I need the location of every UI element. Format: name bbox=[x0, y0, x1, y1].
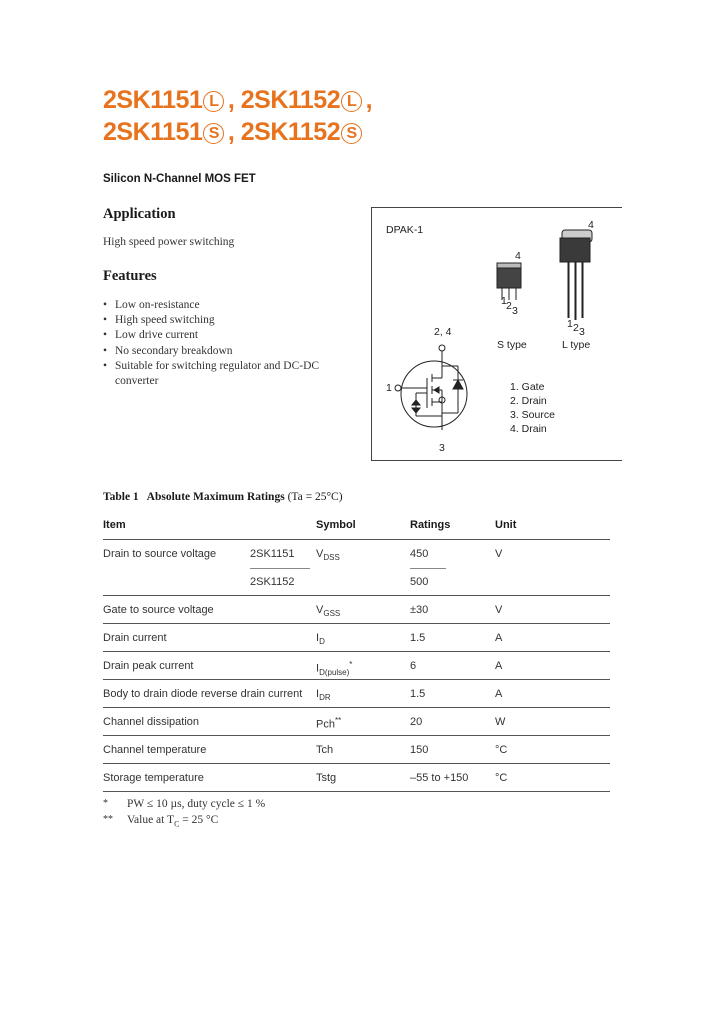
l-pin-label: 2 bbox=[573, 322, 579, 334]
vdss-rating: 450 bbox=[410, 548, 429, 560]
footnote-mark: * bbox=[103, 798, 108, 809]
s-pin-label: 3 bbox=[512, 305, 518, 317]
footnote bbox=[103, 814, 218, 828]
footnote-post: = 25 °C bbox=[179, 814, 219, 826]
table-rule bbox=[103, 623, 610, 624]
s-pin-label: 2 bbox=[506, 300, 512, 312]
symbol-main: I bbox=[316, 662, 320, 675]
footnote-text bbox=[127, 814, 219, 829]
feature-item: • Suitable for switching regulator and DC-DC converter bbox=[103, 359, 340, 389]
pin-legend-item: 3. Source bbox=[510, 409, 555, 421]
symbol-main: I bbox=[316, 688, 320, 700]
package-diagram bbox=[371, 207, 622, 461]
footnote-mark: ** bbox=[103, 814, 113, 825]
feature-item: • Low drive current bbox=[103, 328, 343, 343]
header-unit: Unit bbox=[495, 519, 517, 531]
row-rating: 6 bbox=[410, 660, 417, 672]
symbol-sub: DR bbox=[319, 693, 331, 703]
suffix-badge: L bbox=[203, 91, 224, 112]
table-rule bbox=[103, 595, 610, 596]
part-number: 2SK1152 bbox=[240, 86, 341, 114]
suffix-badge: S bbox=[203, 123, 224, 144]
footnote-sub: C bbox=[174, 819, 180, 829]
part-number: 2SK1152 bbox=[240, 118, 341, 146]
row-symbol bbox=[316, 632, 325, 646]
table-rule bbox=[103, 679, 610, 680]
l-pin-label: 1 bbox=[567, 318, 573, 330]
row-symbol bbox=[316, 716, 341, 731]
part-number: 2SK1151 bbox=[103, 86, 203, 114]
vdss-item: Drain to source voltage bbox=[103, 548, 217, 560]
row-unit: A bbox=[495, 632, 503, 644]
table-rule bbox=[103, 707, 610, 708]
symbol-main: I bbox=[316, 632, 320, 644]
table-rule bbox=[103, 539, 610, 540]
symbol-main: Tstg bbox=[316, 772, 337, 784]
vdss-rating: 500 bbox=[410, 576, 429, 588]
symbol-note: ** bbox=[334, 716, 342, 725]
footnote-pre: Value at T bbox=[127, 814, 175, 826]
row-item: Channel dissipation bbox=[103, 716, 200, 728]
l-pin-label: 3 bbox=[579, 326, 585, 338]
feature-item: • No secondary breakdown bbox=[103, 344, 343, 359]
header-ratings: Ratings bbox=[410, 519, 451, 531]
l-type-package-icon bbox=[560, 230, 592, 320]
vdss-symbol bbox=[316, 548, 340, 562]
header-item: Item bbox=[103, 519, 126, 531]
application-heading: Application bbox=[103, 206, 176, 222]
row-symbol bbox=[316, 772, 336, 784]
device-subtitle: Silicon N-Channel MOS FET bbox=[103, 173, 256, 185]
mosfet-symbol-icon bbox=[395, 345, 467, 430]
row-symbol bbox=[316, 688, 331, 702]
symbol-sub: GSS bbox=[323, 609, 341, 619]
package-name: DPAK-1 bbox=[386, 224, 424, 236]
row-unit: °C bbox=[495, 772, 508, 784]
row-unit: W bbox=[495, 716, 506, 728]
pin-legend-item: 2. Drain bbox=[510, 395, 547, 407]
row-rating: 20 bbox=[410, 716, 423, 728]
feature-item: • High speed switching bbox=[103, 313, 343, 328]
table-rule bbox=[103, 763, 610, 764]
suffix-badge: S bbox=[341, 123, 362, 144]
source-pin-label: 3 bbox=[439, 442, 445, 454]
row-item: Body to drain diode reverse drain current bbox=[103, 688, 303, 700]
row-unit: V bbox=[495, 604, 503, 616]
vdss-part: 2SK1151 bbox=[250, 548, 295, 560]
symbol-main: V bbox=[316, 604, 324, 616]
part-title-line-2 bbox=[103, 118, 362, 147]
row-symbol bbox=[316, 604, 340, 618]
features-heading: Features bbox=[103, 268, 157, 284]
row-rating: –55 to +150 bbox=[410, 772, 469, 784]
row-unit: A bbox=[495, 660, 503, 672]
table-rule bbox=[103, 651, 610, 652]
row-rating: ±30 bbox=[410, 604, 429, 616]
row-item: Channel temperature bbox=[103, 744, 207, 756]
symbol-main: V bbox=[316, 548, 324, 560]
row-item: Drain current bbox=[103, 632, 167, 644]
symbol-note: * bbox=[349, 660, 353, 669]
row-item: Gate to source voltage bbox=[103, 604, 214, 616]
row-symbol bbox=[316, 660, 352, 677]
table-caption-title: Table 1 Absolute Maximum Ratings bbox=[103, 491, 285, 503]
row-symbol bbox=[316, 744, 333, 756]
footnote-text: PW ≤ 10 µs, duty cycle ≤ 1 % bbox=[127, 798, 266, 810]
title-separator: , bbox=[365, 86, 373, 114]
title-separator: , bbox=[227, 118, 235, 146]
header-symbol: Symbol bbox=[316, 519, 356, 531]
row-rating: 1.5 bbox=[410, 632, 426, 644]
title-separator: , bbox=[227, 86, 235, 114]
row-item: Storage temperature bbox=[103, 772, 204, 784]
vdss-unit: V bbox=[495, 548, 503, 560]
s-type-label: S type bbox=[497, 339, 527, 351]
suffix-badge: L bbox=[341, 91, 362, 112]
row-rating: 150 bbox=[410, 744, 429, 756]
part-number: 2SK1151 bbox=[103, 118, 203, 146]
application-text: High speed power switching bbox=[103, 236, 235, 248]
pin-legend-item: 4. Drain bbox=[510, 423, 547, 435]
features-list bbox=[103, 298, 343, 389]
symbol-main: Tch bbox=[316, 744, 334, 756]
symbol-main: Pch bbox=[316, 718, 335, 731]
row-unit: A bbox=[495, 688, 503, 700]
l-tab-pin-label: 4 bbox=[588, 219, 594, 231]
table-rule bbox=[103, 791, 610, 792]
table-rule bbox=[410, 568, 446, 569]
l-type-label: L type bbox=[562, 339, 591, 351]
drain-pins-label: 2, 4 bbox=[434, 326, 452, 338]
symbol-sub: DSS bbox=[323, 553, 340, 563]
symbol-sub: D(pulse) bbox=[319, 667, 350, 677]
row-unit: °C bbox=[495, 744, 508, 756]
vdss-part: 2SK1152 bbox=[250, 576, 295, 588]
s-tab-pin-label: 4 bbox=[515, 250, 521, 262]
row-item: Drain peak current bbox=[103, 660, 194, 672]
part-title-line-1 bbox=[103, 86, 372, 115]
table-condition: (Ta = 25°C) bbox=[287, 491, 343, 503]
s-pin-label: 1 bbox=[501, 295, 507, 307]
table-rule bbox=[250, 568, 310, 569]
symbol-sub: D bbox=[319, 637, 325, 647]
row-rating: 1.5 bbox=[410, 688, 426, 700]
feature-item: • Low on-resistance bbox=[103, 298, 343, 313]
pin-legend-item: 1. Gate bbox=[510, 381, 545, 393]
gate-pin-label: 1 bbox=[386, 382, 392, 394]
table-caption bbox=[103, 491, 343, 503]
footnote bbox=[103, 798, 265, 810]
table-rule bbox=[103, 735, 610, 736]
